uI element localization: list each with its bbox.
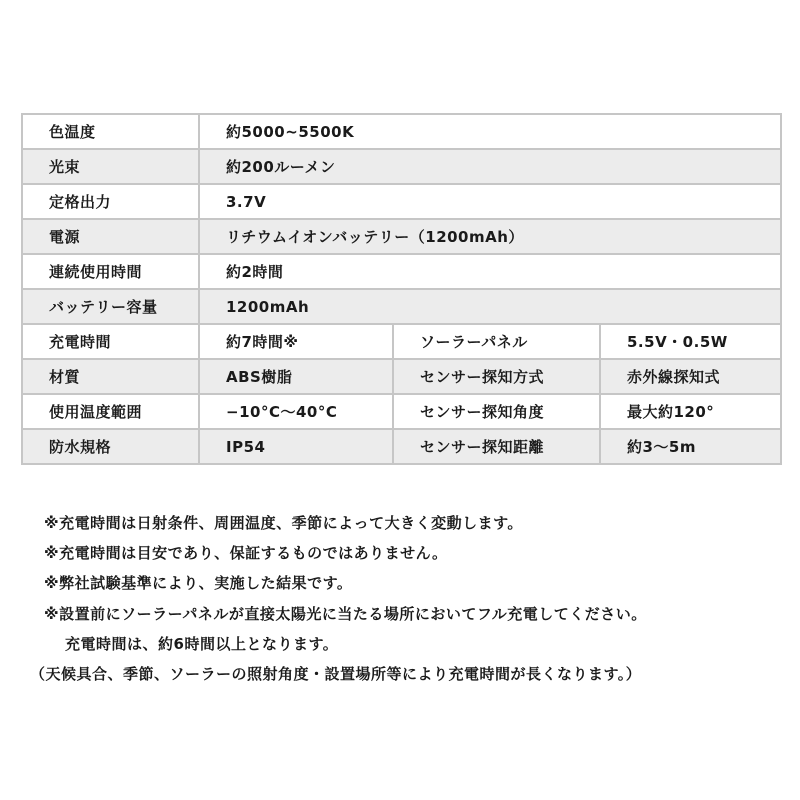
spec-row-operating-temperature xyxy=(22,394,781,429)
spec-value: 約7時間※ xyxy=(199,324,393,359)
spec-row-battery-capacity xyxy=(22,289,781,324)
spec-value-secondary: 赤外線探知式 xyxy=(600,359,781,394)
spec-value-secondary: 5.5V・0.5W xyxy=(600,324,781,359)
spec-label: 防水規格 xyxy=(22,429,199,464)
spec-label: 材質 xyxy=(22,359,199,394)
spec-row-color-temperature xyxy=(22,114,781,149)
notes-section xyxy=(30,508,784,689)
spec-value: 3.7V xyxy=(199,184,781,219)
note-line: ※弊社試験基準により、実施した結果です。 xyxy=(44,574,353,593)
note-line: ※充電時間は日射条件、周囲温度、季節によって大きく変動します。 xyxy=(44,514,523,532)
spec-value: −10°C～40°C xyxy=(199,394,393,429)
spec-value-secondary: 最大約120° xyxy=(600,394,781,429)
spec-value-secondary: 約3～5m xyxy=(600,429,781,464)
spec-row-luminous-flux xyxy=(22,149,781,184)
note-line: ※充電時間は目安であり、保証するものではありません。 xyxy=(44,544,448,563)
note-line: （天候具合、季節、ソーラーの照射角度・設置場所等により充電時間が長くなります。） xyxy=(30,664,642,683)
spec-label: 電源 xyxy=(22,219,199,254)
spec-row-material xyxy=(22,359,781,394)
spec-value: 1200mAh xyxy=(199,289,781,324)
spec-label-secondary: センサー探知方式 xyxy=(393,359,600,394)
spec-label: 使用温度範囲 xyxy=(22,394,199,429)
spec-value: リチウムイオンバッテリー（1200mAh） xyxy=(199,219,781,254)
spec-row-rated-output xyxy=(22,184,781,219)
spec-label: 定格出力 xyxy=(22,184,199,219)
spec-label: 連続使用時間 xyxy=(22,254,199,289)
spec-value: 約2時間 xyxy=(199,254,781,289)
spec-label: 色温度 xyxy=(22,114,199,149)
spec-value: 約5000~5500K xyxy=(199,114,781,149)
note-line: 充電時間は、約6時間以上となります。 xyxy=(65,634,339,653)
spec-value: IP54 xyxy=(199,429,393,464)
spec-row-continuous-use-time xyxy=(22,254,781,289)
spec-row-waterproof-rating xyxy=(22,429,781,464)
spec-value: 約200ルーメン xyxy=(199,149,781,184)
spec-label-secondary: センサー探知角度 xyxy=(393,394,600,429)
spec-row-power-source xyxy=(22,219,781,254)
note-line: ※設置前にソーラーパネルが直接太陽光に当たる場所においてフル充電してください。 xyxy=(44,604,647,623)
spec-row-charging-time xyxy=(22,324,781,359)
spec-label-secondary: センサー探知距離 xyxy=(393,429,600,464)
spec-label: 光束 xyxy=(22,149,199,184)
spec-value: ABS樹脂 xyxy=(199,359,393,394)
spec-table xyxy=(21,113,782,465)
spec-label: バッテリー容量 xyxy=(22,289,199,324)
spec-label-secondary: ソーラーパネル xyxy=(393,324,600,359)
spec-label: 充電時間 xyxy=(22,324,199,359)
